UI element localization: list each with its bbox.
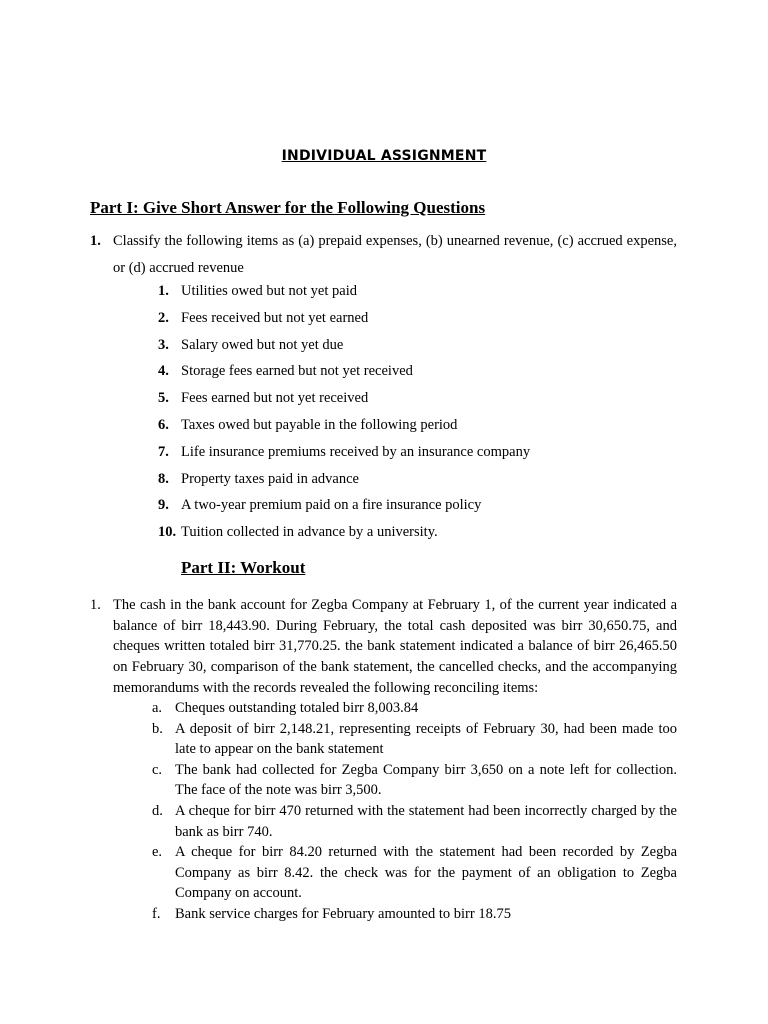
item-text: Cheques outstanding totaled birr 8,003.84 [175,700,419,716]
part1-question [90,228,677,282]
list-item [158,415,530,442]
list-item [152,760,677,801]
part2-question [90,595,677,699]
question-number: 1. [90,233,101,249]
item-number: 2. [158,309,169,326]
list-item [158,442,530,469]
item-letter: a. [152,700,163,716]
item-text: A cheque for birr 84.20 returned with the statement had been recorded by Zegba Company as birr 8.42. the check was for the payment of an obligation to Zegba Company on account. [175,844,677,902]
item-text: A cheque for birr 470 returned with the statement had been incorrectly charged by the bank as birr 740. [175,802,677,840]
list-item [158,522,530,549]
question-number: 1. [90,597,101,613]
list-item [158,281,530,308]
item-number: 7. [158,443,169,460]
item-letter: f. [152,905,161,922]
part2-heading: Part II: Workout [181,558,306,577]
item-text: A deposit of birr 2,148.21, representing receipts of February 30, had been made too late to appear on the bank statement [175,720,677,758]
list-item [152,698,677,719]
item-number: 4. [158,363,169,380]
item-number: 3. [158,336,169,353]
classification-items-list [158,281,530,549]
item-text: Life insurance premiums received by an insurance company [181,443,531,460]
item-letter: b. [152,720,163,737]
question-text: The cash in the bank account for Zegba Company at February 1, of the current year indicated a balance of birr 18,443.90. During February, the total cash deposited was birr 30,650.75, and cheques written totaled birr 31,770.25. the bank statement indicated a balance of birr 26,465.50 on February 30, comparison of the bank statement, the cancelled checks, and the accompanying memorandums with the records revealed the following reconciling items: [113,597,677,696]
item-text: Taxes owed but payable in the following period [181,416,458,433]
list-item [152,842,677,904]
item-text: Utilities owed but not yet paid [181,283,357,299]
list-item [158,335,530,362]
document-title: INDIVIDUAL ASSIGNMENT [281,148,487,164]
reconciling-items-list [152,698,677,925]
item-number: 1. [158,283,169,299]
item-letter: d. [152,802,163,819]
item-text: Bank service charges for February amounted to birr 18.75 [175,905,511,922]
item-text: Fees earned but not yet received [181,390,369,407]
item-number: 5. [158,390,169,407]
list-item [158,469,530,496]
list-item [152,801,677,842]
item-letter: c. [152,761,163,778]
item-number: 6. [158,416,169,433]
item-letter: e. [152,844,163,861]
list-item [152,719,677,760]
list-item [158,361,530,388]
question-text: Classify the following items as (a) prepaid expenses, (b) unearned revenue, (c) accrued expense, or (d) accrued revenue [113,233,677,276]
part1-heading: Part I: Give Short Answer for the Following Questions [90,198,486,217]
item-text: Property taxes paid in advance [181,470,359,487]
list-item [158,308,530,335]
item-text: The bank had collected for Zegba Company birr 3,650 on a note left for collection. The face of the note was birr 3,500. [175,761,677,799]
list-item [158,495,530,522]
list-item [158,388,530,415]
item-text: Tuition collected in advance by a university. [181,524,438,541]
item-number: 8. [158,470,169,487]
item-number: 10. [158,524,177,541]
list-item [152,904,677,925]
item-text: A two-year premium paid on a fire insurance policy [181,497,482,514]
item-text: Storage fees earned but not yet received [181,363,413,380]
item-text: Fees received but not yet earned [181,309,369,326]
item-text: Salary owed but not yet due [181,336,344,353]
item-number: 9. [158,497,169,514]
